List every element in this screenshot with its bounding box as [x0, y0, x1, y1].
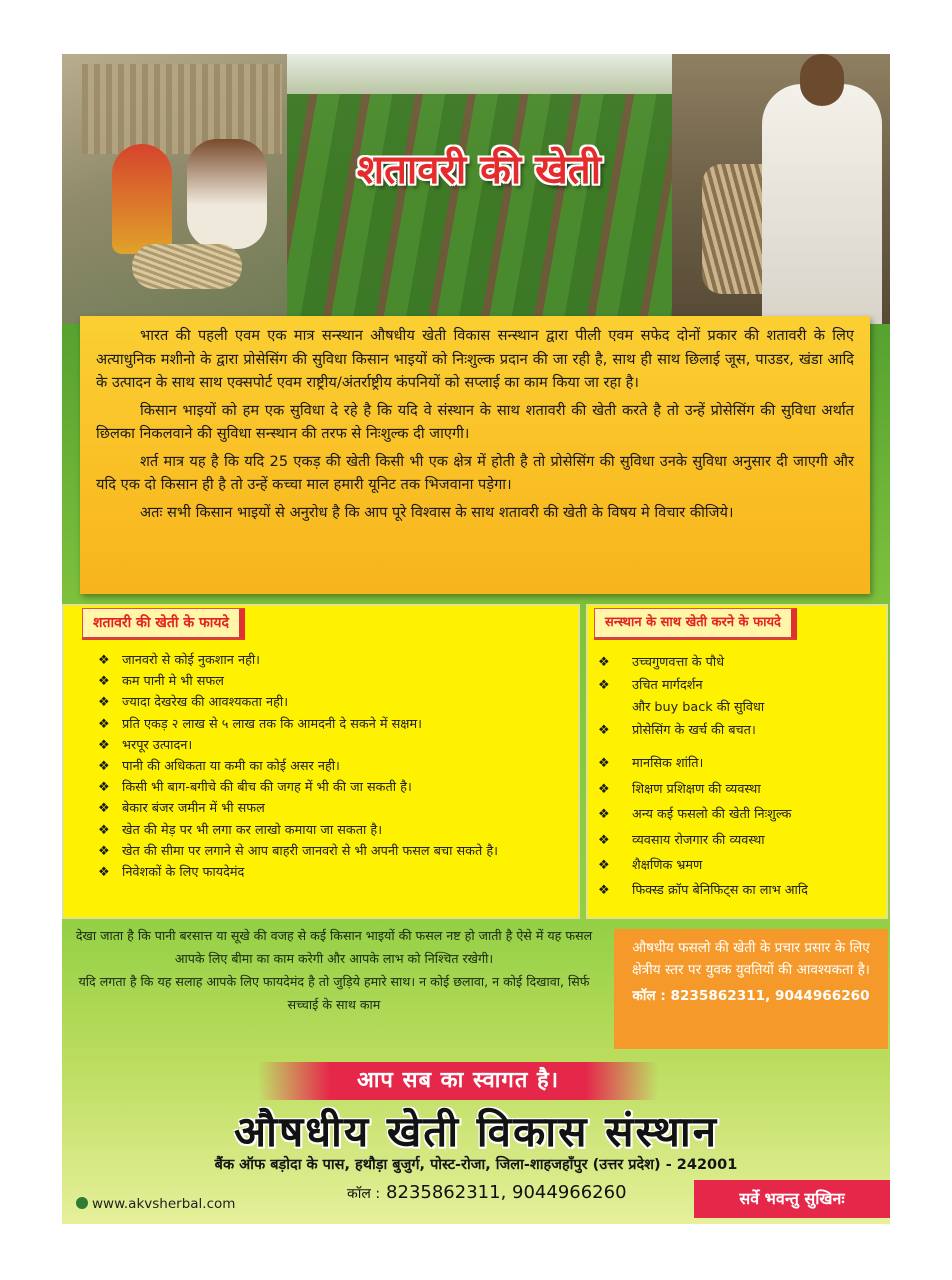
intro-paragraph: भारत की पहली एवम एक मात्र सन्स्थान औषधीय खेती विकास सन्स्थान द्वारा पीली एवम सफेद दोनों प्रकार की शतावरी के लिए अत्याधुनिक मशीनो के द्वारा प्रोसेसिंग की सुविधा किसान भाइयों को निःशुल्क प्रदान की जा रही है, साथ ही साथ छिलाई जूस, पाउडर, खंडा आदि के उत्पादन के साथ साथ एक्सपोर्ट एवम राष्ट्रीय/अंतर्राष्ट्रीय कंपनियों को सप्लाई का काम किया जा रहा है। — [96, 327, 854, 391]
bullet-icon: ❖ — [98, 674, 110, 690]
bullet-icon: ❖ — [598, 883, 610, 899]
bullet-icon: ❖ — [598, 756, 610, 772]
motto-banner: सर्वे भवन्तु सुखिनः — [694, 1180, 890, 1218]
list-item: ❖ खेत की मेड़ पर भी लगा कर लाखो कमाया जा सकता है। — [64, 820, 558, 841]
list-item: ❖ व्यवसाय रोजगार की व्यवस्था — [588, 828, 808, 853]
poster-title: शतावरी की खेती — [356, 146, 602, 193]
benefits-heading: शतावरी की खेती के फायदे — [82, 608, 245, 640]
bullet-icon: ❖ — [598, 832, 610, 848]
benefits-list — [64, 650, 558, 883]
benefits-panel — [62, 604, 580, 919]
organization-name: औषधीय खेती विकास संस्थान — [233, 1107, 719, 1156]
bullet-icon: ❖ — [98, 780, 110, 796]
list-item: और buy back की सुविधा — [632, 700, 765, 716]
list-item: ❖ कम पानी मे भी सफल — [64, 671, 558, 692]
recruitment-call: कॉल : 8235862311, 9044966260 — [632, 988, 870, 1004]
list-item: ❖ अन्य कई फसलो की खेती निःशुल्क — [588, 802, 808, 827]
website-link[interactable]: www.akvsherbal.com — [76, 1196, 235, 1212]
list-item: ❖ शिक्षण प्रशिक्षण की व्यवस्था — [588, 777, 808, 802]
call-label: कॉल : — [347, 1186, 381, 1202]
call-numbers: 8235862311, 9044966260 — [386, 1182, 627, 1203]
bullet-icon: ❖ — [598, 807, 610, 823]
globe-icon — [76, 1197, 88, 1209]
bullet-icon: ❖ — [98, 716, 110, 732]
bullet-icon: ❖ — [598, 678, 610, 694]
institute-benefits-list — [588, 650, 808, 904]
list-item: ❖ निवेशकों के लिए फायदेमंद — [64, 862, 558, 883]
bullet-icon: ❖ — [98, 759, 110, 775]
poster — [62, 54, 890, 1224]
footer-call — [347, 1182, 627, 1203]
note-paragraph: यदि लगता है कि यह सलाह आपके लिए फायदेमंद है तो जुड़िये हमारे साथ। न कोई छलावा, न कोई दिखावा, सिर्फ सच्चाई के साथ काम — [78, 974, 590, 1012]
list-item: ❖ किसी भी बाग-बगीचे की बीच की जगह में भी की जा सकती है। — [64, 777, 558, 798]
bullet-icon: ❖ — [98, 822, 110, 838]
intro-paragraph: अतः सभी किसान भाइयों से अनुरोध है कि आप पूरे विश्वास के साथ शतावरी की खेती के विषय मे विचार कीजिये। — [140, 503, 734, 521]
bullet-icon: ❖ — [598, 858, 610, 874]
bullet-icon: ❖ — [598, 723, 610, 739]
bullet-icon: ❖ — [598, 655, 610, 670]
recruitment-box — [614, 929, 888, 1049]
list-item: ❖ भरपूर उत्पादन। — [64, 735, 558, 756]
list-item: ❖ शैक्षणिक भ्रमण — [588, 853, 808, 878]
list-item: ❖ खेत की सीमा पर लगाने से आप बाहरी जानवरो से भी अपनी फसल बचा सकते है। — [64, 841, 558, 862]
list-item: ❖ मानसिक शांति। — [588, 751, 808, 776]
intro-paragraph: किसान भाइयों को हम एक सुविधा दे रहे है कि यदि वे संस्थान के साथ शतावरी की खेती करते है तो उन्हें प्रोसेसिंग की सुविधा अर्थात छिलका निकलवाने की सुविधा सन्स्थान की तरफ से निःशुल्क दी जाएगी। — [96, 401, 854, 442]
list-item: ❖ पानी की अधिकता या कमी का कोई असर नही। — [64, 756, 558, 777]
list-item: ❖ उच्चगुणवत्ता के पौधे — [588, 650, 808, 675]
address: बैंक ऑफ बड़ोदा के पास, हथौड़ा बुजुर्ग, पोस्ट-रोजा, जिला-शाहजहाँपुर (उत्तर प्रदेश) - 242001 — [214, 1157, 738, 1173]
list-item: ❖ प्रोसेसिंग के खर्च की बचत। — [588, 719, 808, 743]
list-item: ❖ ज्यादा देखरेख की आवश्यकता नही। — [64, 692, 558, 713]
bullet-icon: ❖ — [98, 801, 110, 817]
bullet-icon: ❖ — [98, 653, 110, 668]
bullet-icon: ❖ — [598, 781, 610, 797]
intro-paragraph: शर्त मात्र यह है कि यदि 25 एकड़ की खेती किसी भी एक क्षेत्र में होती है तो प्रोसेसिंग की सुविधा उनके सुविधा अनुसार दी जाएगी और यदि एक दो किसान ही है तो उन्हें कच्चा माल हमारी यूनिट तक भिजवाना पड़ेगा। — [96, 452, 855, 493]
recruitment-text: औषधीय फसलो की खेती के प्रचार प्रसार के लिए क्षेत्रीय स्तर पर युवक युवतियों की आवश्यकता है। — [632, 940, 870, 978]
intro-box — [80, 316, 870, 594]
list-item: ❖ जानवरो से कोई नुकशान नही। — [64, 650, 558, 671]
insurance-note — [68, 924, 600, 1016]
welcome-banner: आप सब का स्वागत है। — [258, 1062, 658, 1100]
institute-benefits-panel — [586, 604, 888, 919]
list-item: ❖ बेकार बंजर जमीन में भी सफल — [64, 798, 558, 819]
list-item: ❖ उचित मार्गदर्शन — [588, 675, 808, 697]
bullet-icon: ❖ — [98, 865, 110, 881]
bullet-icon: ❖ — [98, 737, 110, 753]
list-item: ❖ प्रति एकड़ २ लाख से ५ लाख तक कि आमदनी दे सकने में सक्षम। — [64, 714, 558, 735]
note-paragraph: देखा जाता है कि पानी बरसात्त या सूखे की वजह से कई किसान भाइयों की फसल नष्ट हो जाती है ऐसे में यह फसल आपके लिए बीमा का काम करेगी और आपके लाभ को निश्चित रखेगी। — [75, 928, 593, 966]
bullet-icon: ❖ — [98, 695, 110, 711]
bullet-icon: ❖ — [98, 843, 110, 859]
list-item: ❖ फिक्स्ड क्रॉप बेनिफिट्स का लाभ आदि — [588, 878, 808, 903]
institute-benefits-heading: सन्स्थान के साथ खेती करने के फायदे — [594, 608, 797, 640]
